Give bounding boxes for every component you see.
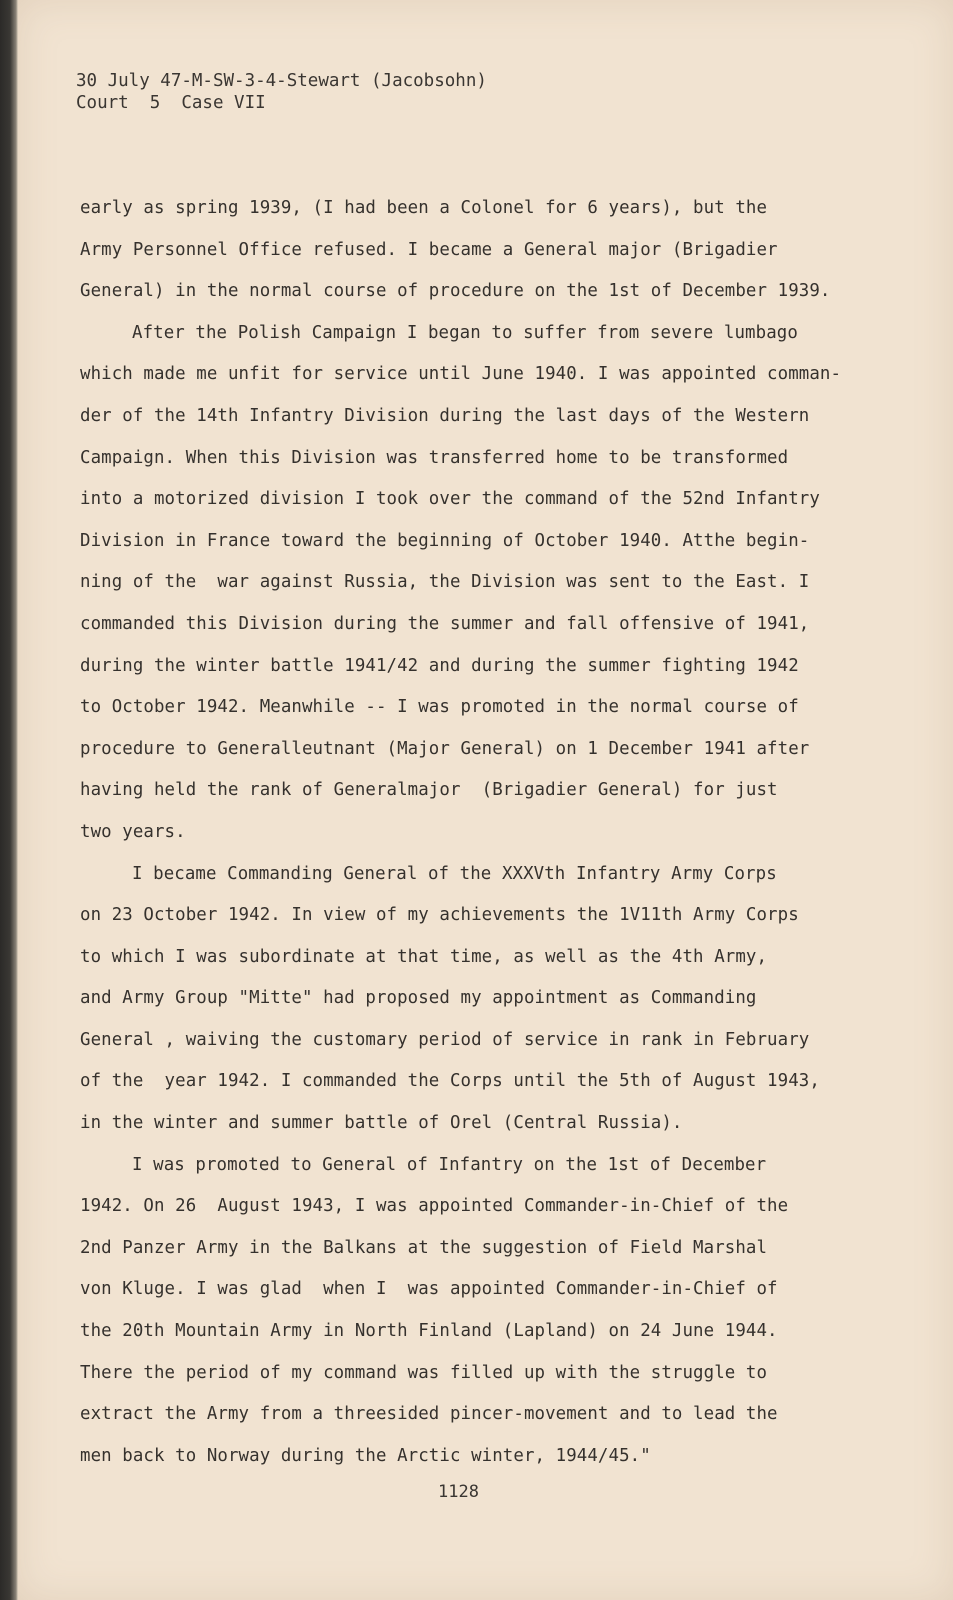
- document-header: [76, 70, 487, 114]
- text-line: during the winter battle 1941/42 and during the summer fighting 1942: [80, 655, 799, 676]
- text-line: commanded this Division during the summer and fall offensive of 1941,: [80, 613, 810, 634]
- text-line: 1942. On 26 August 1943, I was appointed Commander-in-Chief of the: [80, 1196, 789, 1217]
- text-line: early as spring 1939, (I had been a Colonel for 6 years), but the: [80, 198, 768, 218]
- text-line: General , waiving the customary period of service in rank in February: [80, 1029, 810, 1050]
- header-court-info: Court 5 Case VII: [76, 93, 266, 113]
- page-number: 1128: [438, 1482, 479, 1502]
- text-line: men back to Norway during the Arctic winter, 1944/45.": [80, 1445, 651, 1466]
- text-line: two years.: [80, 821, 186, 842]
- text-line: I became Commanding General of the XXXVth Infantry Army Corps: [132, 863, 777, 884]
- text-line: 2nd Panzer Army in the Balkans at the suggestion of Field Marshal: [80, 1237, 768, 1258]
- text-line: having held the rank of Generalmajor (Brigadier General) for just: [80, 780, 778, 801]
- header-case-reference: 30 July 47-M-SW-3-4-Stewart (Jacobsohn): [76, 71, 487, 91]
- text-line: to October 1942. Meanwhile -- I was promoted in the normal course of: [80, 697, 799, 718]
- text-line: I was promoted to General of Infantry on the 1st of December: [132, 1154, 767, 1175]
- document-body: [80, 188, 860, 1477]
- text-line: der of the 14th Infantry Division during the last days of the Western: [80, 405, 810, 426]
- text-line: Division in France toward the beginning of October 1940. Atthe begin-: [80, 530, 810, 551]
- page-binding-edge: [0, 0, 18, 1600]
- text-line: in the winter and summer battle of Orel (Central Russia).: [80, 1113, 683, 1134]
- text-line: Army Personnel Office refused. I became a General major (Brigadier: [80, 239, 778, 260]
- text-line: Campaign. When this Division was transferred home to be transformed: [80, 447, 789, 468]
- text-line: There the period of my command was filled up with the struggle to: [80, 1362, 768, 1383]
- text-line: which made me unfit for service until June 1940. I was appointed comman-: [80, 364, 842, 385]
- text-line: procedure to Generalleutnant (Major General) on 1 December 1941 after: [80, 738, 810, 759]
- text-line: on 23 October 1942. In view of my achievements the 1V11th Army Corps: [80, 905, 799, 926]
- text-line: to which I was subordinate at that time, as well as the 4th Army,: [80, 946, 768, 967]
- text-line: into a motorized division I took over the command of the 52nd Infantry: [80, 489, 820, 510]
- text-line: of the year 1942. I commanded the Corps until the 5th of August 1943,: [80, 1071, 820, 1092]
- text-line: von Kluge. I was glad when I was appointed Commander-in-Chief of: [80, 1279, 778, 1300]
- text-line: extract the Army from a threesided pincer-movement and to lead the: [80, 1404, 778, 1425]
- text-line: and Army Group "Mitte" had proposed my appointment as Commanding: [80, 988, 757, 1009]
- document-page: [18, 0, 953, 1600]
- text-line: the 20th Mountain Army in North Finland (Lapland) on 24 June 1944.: [80, 1321, 778, 1342]
- text-line: General) in the normal course of procedure on the 1st of December 1939.: [80, 281, 831, 302]
- text-line: After the Polish Campaign I began to suffer from severe lumbago: [132, 322, 798, 343]
- text-line: ning of the war against Russia, the Division was sent to the East. I: [80, 572, 810, 593]
